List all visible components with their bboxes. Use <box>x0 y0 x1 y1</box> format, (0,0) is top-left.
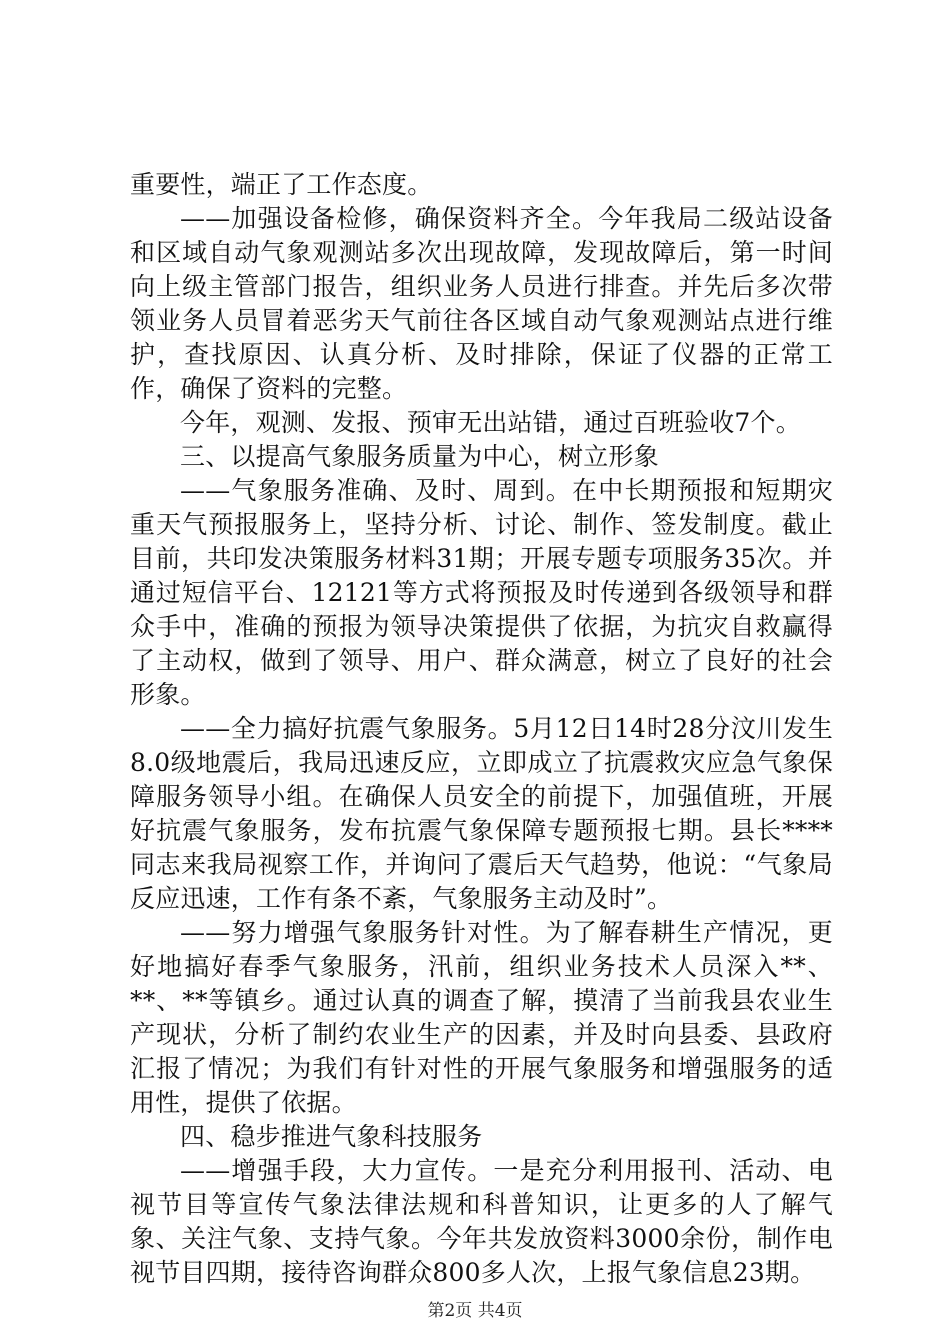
section-heading-4: 四、稳步推进气象科技服务 <box>180 1122 483 1151</box>
paragraph-2: ——加强设备检修，确保资料齐全。今年我局二级站设备和区域自动气象观测站多次出现故障，发现故障后，第一时间向上级主管部门报告，组织业务人员进行排查。并先后多次带领业务人员冒着恶劣天气前往各区域自动气象观测站点进行维护，查找原因、认真分析、及时排除，保证了仪器的正常工作，确保了资料的完整。 <box>130 204 833 403</box>
page-footer <box>0 1300 950 1322</box>
paragraph-3: 今年，观测、发报、预审无出站错，通过百班验收7个。 <box>180 408 801 437</box>
section-heading-3: 三、以提高气象服务质量为中心，树立形象 <box>180 442 659 471</box>
paragraph-7: ——努力增强气象服务针对性。为了解春耕生产情况，更好地搞好春季气象服务，汛前，组织业务技术人员深入**、**、**等镇乡。通过认真的调查了解，摸清了当前我县农业生产现状，分析了制约农业生产的因素，并及时向县委、县政府汇报了情况；为我们有针对性的开展气象服务和增强服务的适用性，提供了依据。 <box>130 918 833 1117</box>
page-number-label: 第2页 共4页 <box>427 1301 523 1321</box>
paragraph-5: ——气象服务准确、及时、周到。在中长期预报和短期灾重天气预报服务上，坚持分析、讨论、制作、签发制度。截止目前，共印发决策服务材料31期；开展专题专项服务35次。并通过短信平台、12121等方式将预报及时传递到各级领导和群众手中，准确的预报为领导决策提供了依据，为抗灾自救赢得了主动权，做到了领导、用户、群众满意，树立了良好的社会形象。 <box>130 476 833 709</box>
paragraph-6: ——全力搞好抗震气象服务。5月12日14时28分汶川发生8.0级地震后，我局迅速反应，立即成立了抗震救灾应急气象保障服务领导小组。在确保人员安全的前提下，加强值班，开展好抗震气象服务，发布抗震气象保障专题预报七期。县长****同志来我局视察工作，并询问了震后天气趋势，他说：“气象局反应迅速，工作有条不紊，气象服务主动及时”。 <box>130 714 833 913</box>
paragraph-9: ——增强手段，大力宣传。一是充分利用报刊、活动、电视节目等宣传气象法律法规和科普知识，让更多的人了解气象、关注气象、支持气象。今年共发放资料3000余份，制作电视节目四期，接待咨询群众800多人次，上报气象信息23期。 <box>130 1156 833 1287</box>
document-body <box>130 168 833 1290</box>
paragraph-1: 重要性，端正了工作态度。 <box>130 170 433 199</box>
